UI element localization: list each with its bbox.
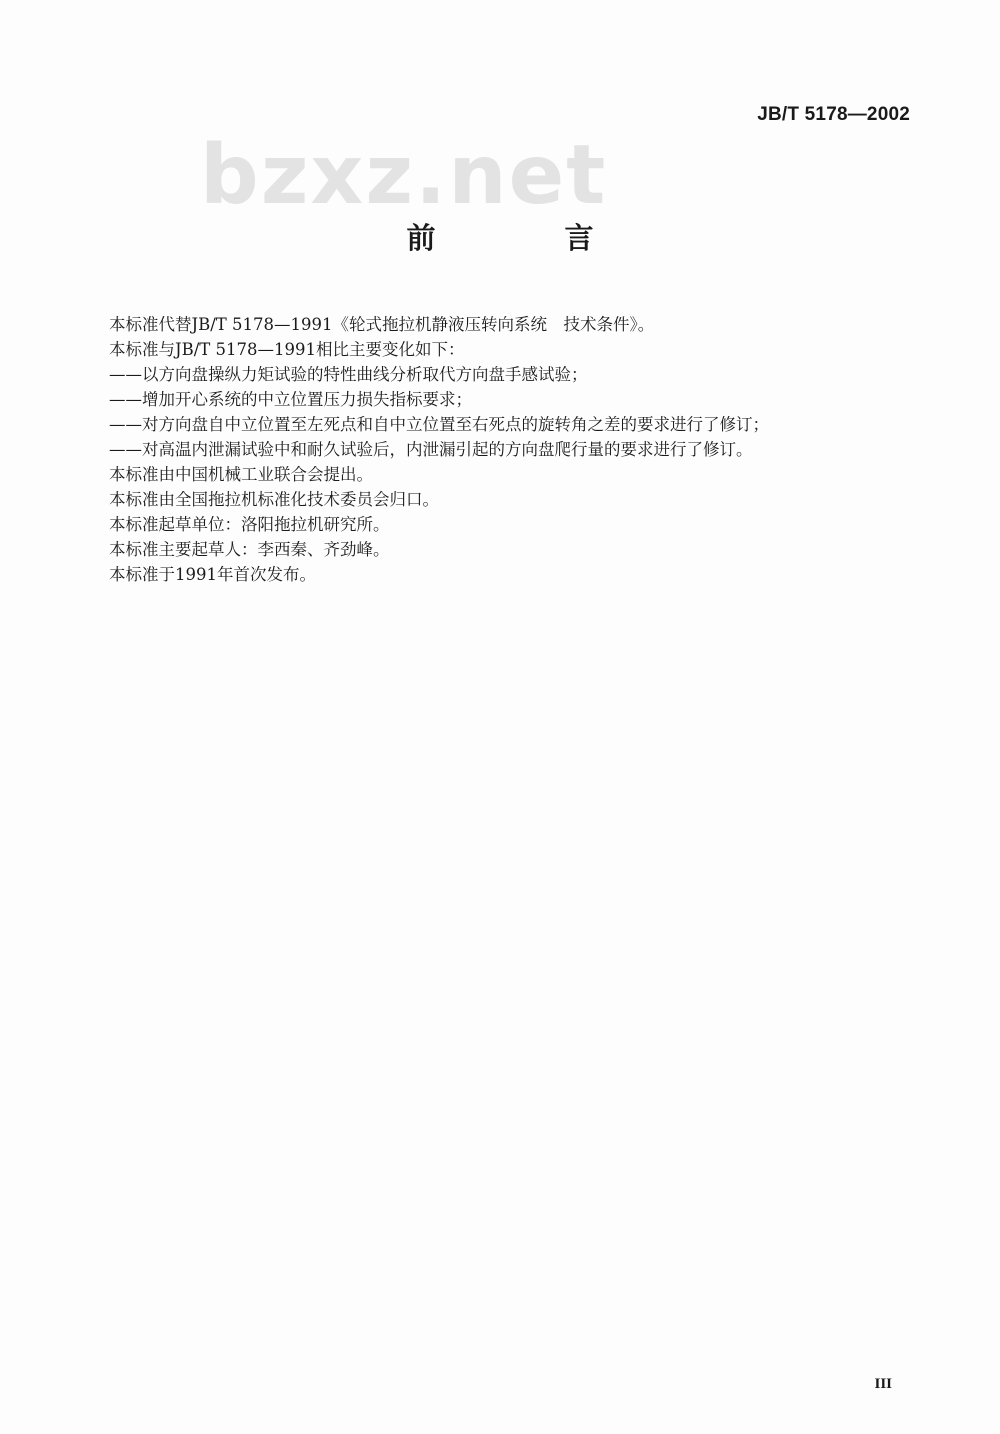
page-number: III — [874, 1376, 892, 1392]
paragraph-11: 本标准于1991年首次发布。 — [109, 565, 316, 584]
paragraph-9: 本标准起草单位：洛阳拖拉机研究所。 — [109, 515, 390, 534]
paragraph-8: 本标准由全国拖拉机标准化技术委员会归口。 — [109, 490, 439, 509]
paragraph-2: 本标准与JB/T 5178—1991相比主要变化如下： — [109, 340, 465, 359]
paragraph-5: ——对方向盘自中立位置至左死点和自中立位置至右死点的旋转角之差的要求进行了修订； — [109, 415, 769, 434]
paragraph-4: ——增加开心系统的中立位置压力损失指标要求； — [109, 390, 472, 409]
page-title: 前 言 — [406, 221, 644, 255]
paragraph-10: 本标准主要起草人：李西秦、齐劲峰。 — [109, 540, 390, 559]
standard-code: JB/T 5178—2002 — [757, 104, 910, 125]
preface-body — [109, 312, 909, 587]
paragraph-6: ——对高温内泄漏试验中和耐久试验后，内泄漏引起的方向盘爬行量的要求进行了修订。 — [109, 440, 753, 459]
paragraph-1: 本标准代替JB/T 5178—1991《轮式拖拉机静液压转向系统 技术条件》。 — [109, 315, 655, 334]
paragraph-3: ——以方向盘操纵力矩试验的特性曲线分析取代方向盘手感试验； — [109, 365, 588, 384]
watermark: bzxz.net — [200, 128, 608, 223]
paragraph-7: 本标准由中国机械工业联合会提出。 — [109, 465, 373, 484]
